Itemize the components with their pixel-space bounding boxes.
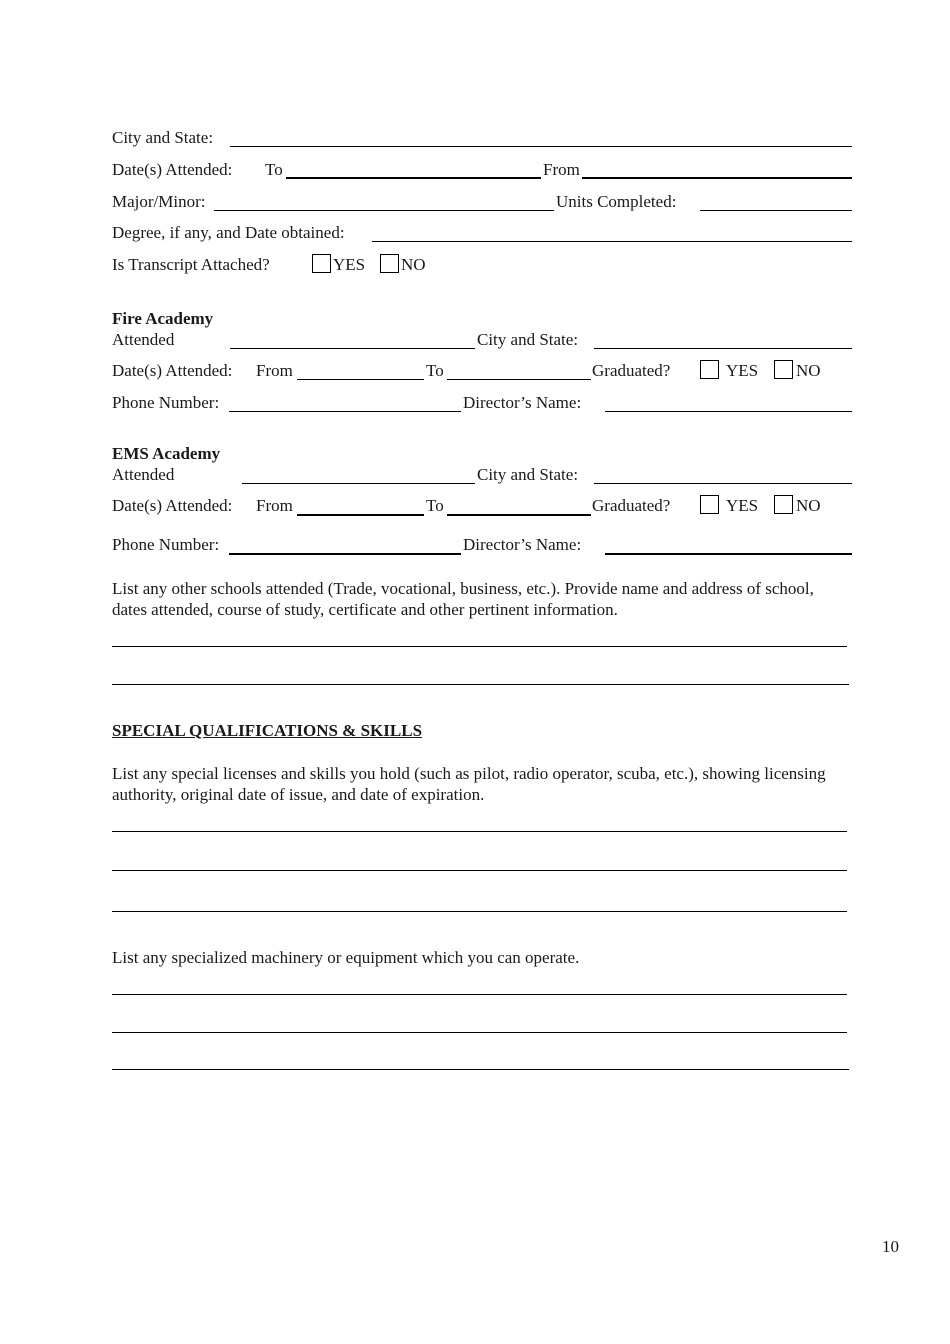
page-number: 10 xyxy=(882,1237,899,1256)
other-schools-line-1[interactable] xyxy=(112,646,847,647)
fire-graduated-no-checkbox[interactable] xyxy=(774,360,793,379)
from-label: From xyxy=(543,160,580,179)
licenses-line-1[interactable] xyxy=(112,831,847,832)
dates-attended-label: Date(s) Attended: xyxy=(112,160,233,179)
ems-city-state-label: City and State: xyxy=(477,465,579,484)
dates-from-field[interactable] xyxy=(582,177,852,179)
fire-graduated-no-label: NO xyxy=(796,361,821,380)
ems-graduated-yes-label: YES xyxy=(726,496,759,515)
licenses-instructions: List any special licenses and skills you hold (such as pilot, radio operator, scuba, etc.), showing licensing authority, original date of issue, and date of expiration. xyxy=(112,764,826,804)
ems-graduated-no-label: NO xyxy=(796,496,821,515)
ems-to-field[interactable] xyxy=(447,514,591,516)
transcript-no-checkbox[interactable] xyxy=(380,254,399,273)
ems-graduated-no-checkbox[interactable] xyxy=(774,495,793,514)
ems-graduated-yes-checkbox[interactable] xyxy=(700,495,719,514)
degree-field[interactable] xyxy=(372,241,852,242)
major-minor-field[interactable] xyxy=(214,210,554,211)
to-label: To xyxy=(265,160,283,179)
ems-dates-attended-label: Date(s) Attended: xyxy=(112,496,233,515)
fire-dates-attended-label: Date(s) Attended: xyxy=(112,361,233,380)
transcript-yes-checkbox[interactable] xyxy=(312,254,331,273)
ems-director-label: Director’s Name: xyxy=(463,535,582,554)
other-schools-line-2[interactable] xyxy=(112,684,849,685)
fire-to-field[interactable] xyxy=(447,379,591,380)
transcript-yes-label: YES xyxy=(333,255,366,274)
ems-phone-label: Phone Number: xyxy=(112,535,220,554)
ems-to-label: To xyxy=(426,496,444,515)
ems-from-field[interactable] xyxy=(297,514,424,516)
fire-director-label: Director’s Name: xyxy=(463,393,582,412)
fire-academy-attended-label: Attended xyxy=(112,330,175,349)
special-qualifications-heading: SPECIAL QUALIFICATIONS & SKILLS xyxy=(112,721,423,740)
other-schools-instructions: List any other schools attended (Trade, vocational, business, etc.). Provide name and address of school, dates attended, course of study, certificate and other pertinent information. xyxy=(112,579,814,619)
fire-to-label: To xyxy=(426,361,444,380)
licenses-line-3[interactable] xyxy=(112,911,847,912)
units-completed-label: Units Completed: xyxy=(556,192,677,211)
degree-label: Degree, if any, and Date obtained: xyxy=(112,223,345,242)
transcript-label: Is Transcript Attached? xyxy=(112,255,270,274)
ems-from-label: From xyxy=(256,496,293,515)
fire-phone-label: Phone Number: xyxy=(112,393,220,412)
machinery-line-2[interactable] xyxy=(112,1032,847,1033)
fire-graduated-label: Graduated? xyxy=(592,361,671,380)
fire-academy-heading: Fire Academy xyxy=(112,309,214,328)
fire-academy-name-field[interactable] xyxy=(230,348,475,349)
city-state-label: City and State: xyxy=(112,128,214,147)
ems-academy-name-field[interactable] xyxy=(242,483,475,484)
dates-to-field[interactable] xyxy=(286,177,541,179)
machinery-line-1[interactable] xyxy=(112,994,847,995)
fire-city-state-label: City and State: xyxy=(477,330,579,349)
ems-academy-heading: EMS Academy xyxy=(112,444,221,463)
transcript-no-label: NO xyxy=(401,255,426,274)
fire-director-field[interactable] xyxy=(605,411,852,412)
major-minor-label: Major/Minor: xyxy=(112,192,206,211)
city-state-field[interactable] xyxy=(230,146,852,147)
fire-from-field[interactable] xyxy=(297,379,424,380)
machinery-line-3[interactable] xyxy=(112,1069,849,1070)
units-completed-field[interactable] xyxy=(700,210,852,211)
fire-graduated-yes-label: YES xyxy=(726,361,759,380)
fire-phone-field[interactable] xyxy=(229,411,461,412)
fire-graduated-yes-checkbox[interactable] xyxy=(700,360,719,379)
ems-graduated-label: Graduated? xyxy=(592,496,671,515)
ems-director-field[interactable] xyxy=(605,553,852,555)
licenses-line-2[interactable] xyxy=(112,870,847,871)
ems-phone-field[interactable] xyxy=(229,553,461,555)
ems-academy-attended-label: Attended xyxy=(112,465,175,484)
fire-from-label: From xyxy=(256,361,293,380)
fire-city-state-field[interactable] xyxy=(594,348,852,349)
machinery-instructions: List any specialized machinery or equipment which you can operate. xyxy=(112,948,580,967)
ems-city-state-field[interactable] xyxy=(594,483,852,484)
